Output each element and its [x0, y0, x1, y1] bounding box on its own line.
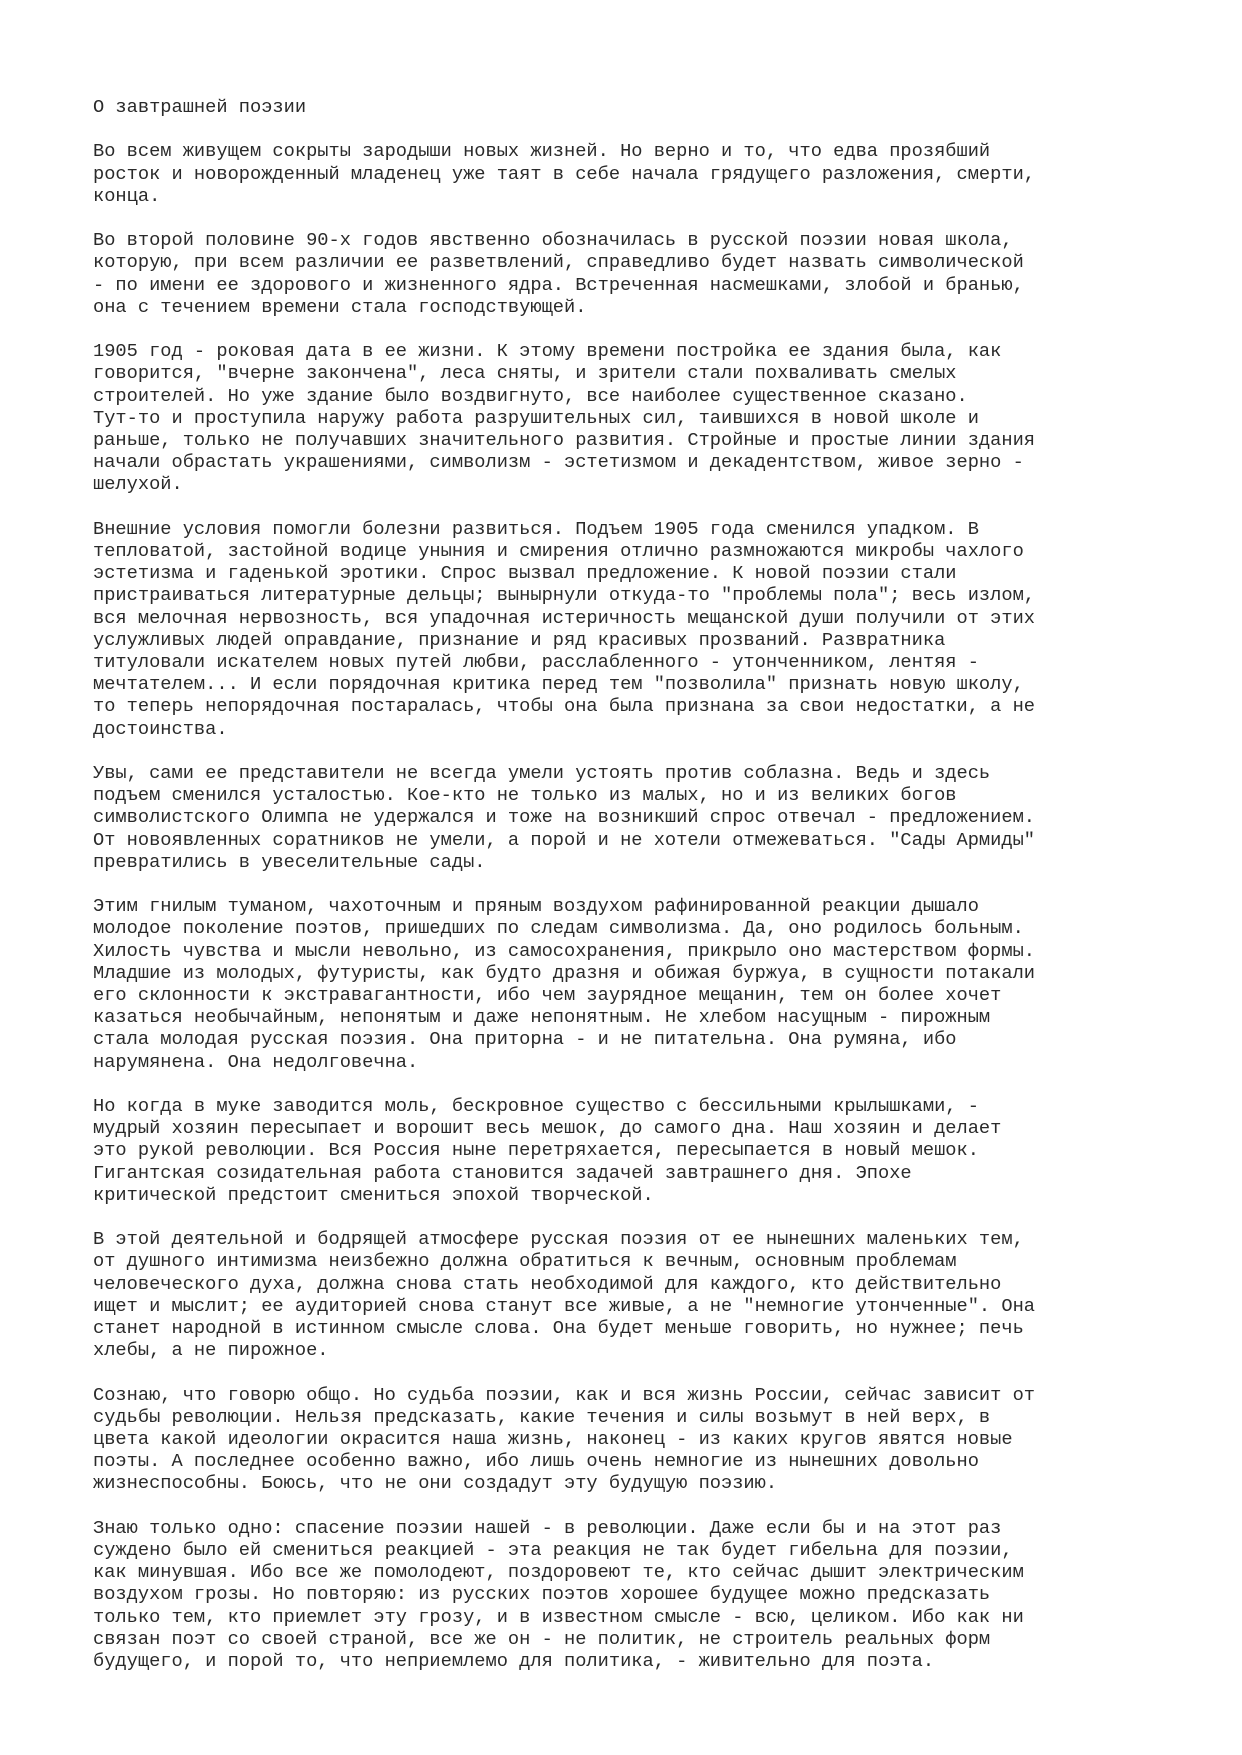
text-line: титуловали искателем новых путей любви, расслабленного - утонченником, лентяя -: [93, 651, 979, 674]
text-line: суждено было ей смениться реакцией - эта реакция не так будет гибельна для поэзии,: [93, 1539, 1013, 1562]
text-line: Этим гнилым туманом, чахоточным и пряным воздухом рафинированной реакции дышало: [93, 895, 979, 918]
text-line: от душного интимизма неизбежно должна обратиться к вечным, основным проблемам: [93, 1250, 957, 1273]
text-line: судьбы революции. Нельзя предсказать, какие течения и силы возьмут в ней верх, в: [93, 1405, 991, 1428]
text-line: говорится, "вчерне закончена", леса сняты, и зрители стали похваливать смелых: [93, 362, 957, 385]
text-line: его склонности к экстравагантности, ибо чем заурядное мещанин, тем он более хочет: [93, 984, 1002, 1007]
text-line: казаться необычайным, непонятым и даже непонятным. Не хлебом насущным - пирожным: [93, 1006, 991, 1029]
text-line: превратились в увеселительные сады.: [93, 850, 486, 873]
text-line: тепловатой, застойной водице уныния и смирения отлично размножаются микробы чахлого: [93, 540, 1024, 562]
text-line: Во второй половине 90-х годов явственно обозначилась в русской поэзии новая школа,: [93, 229, 1013, 252]
text-line: человеческого духа, должна снова стать необходимой для каждого, кто действительно: [93, 1272, 1002, 1295]
text-line: Сознаю, что говорю общо. Но судьба поэзии, как и вся жизнь России, сейчас зависит от: [93, 1383, 1036, 1406]
paragraph: [93, 1517, 1213, 1672]
text-line: - по имени ее здорового и жизненного ядра. Встреченная насмешками, злобой и бранью,: [93, 273, 1024, 296]
text-line: связан поэт со своей страной, все же он - не политик, не строитель реальных форм: [93, 1627, 991, 1650]
paragraph: [93, 340, 1213, 495]
paragraph: [93, 1228, 1213, 1361]
paragraph: [93, 229, 1213, 318]
paragraph: [93, 140, 1213, 207]
text-line: конца.: [93, 184, 161, 207]
document-body: [93, 140, 1213, 1672]
text-line: росток и новорожденный младенец уже таят в себе начала грядущего разложения, смерти,: [93, 162, 1036, 185]
text-line: Но когда в муке заводится моль, бескровное существо с бессильными крылышками, -: [93, 1095, 979, 1118]
text-line: Младшие из молодых, футуристы, как будто дразня и обижая буржуа, в сущности потакали: [93, 961, 1036, 984]
text-line: подъем сменился усталостью. Кое-кто не только из малых, но и из великих богов: [93, 784, 957, 807]
text-line: это рукой революции. Вся Россия ныне перетряхается, пересыпается в новый мешок.: [93, 1139, 979, 1162]
paragraph: [93, 895, 1213, 1073]
text-line: пристраиваться литературные дельцы; вынырнули откуда-то "проблемы пола"; весь излом,: [93, 584, 1036, 607]
document-title: О завтрашней поэзии: [93, 96, 307, 118]
text-line: поэты. А последнее особенно важно, ибо лишь очень немногие из нынешних довольно: [93, 1450, 979, 1473]
text-line: которую, при всем различии ее разветвлений, справедливо будет назвать символической: [93, 251, 1024, 274]
text-line: стала молодая русская поэзия. Она приторна - и не питательна. Она румяна, ибо: [93, 1028, 957, 1051]
text-line: будущего, и порой то, что неприемлемо для политика, - живительно для поэта.: [93, 1650, 935, 1673]
text-line: символистского Олимпа не удержался и тоже на возникший спрос отвечал - предложением.: [93, 806, 1036, 829]
text-line: нарумянена. Она недолговечна.: [93, 1050, 419, 1073]
text-line: мечтателем... И если порядочная критика перед тем "позволила" признать новую школу,: [93, 673, 1024, 696]
text-line: услужливых людей оправдание, признание и ряд красивых прозваний. Развратника: [93, 628, 946, 651]
text-line: воздухом грозы. Но повторяю: из русских поэтов хорошее будущее можно предсказать: [93, 1583, 991, 1606]
text-line: молодое поколение поэтов, пришедших по следам символизма. Да, оно родилось больным.: [93, 917, 1024, 940]
text-line: как минувшая. Ибо все же помолодеют, поздоровеют те, кто сейчас дышит электрическим: [93, 1561, 1024, 1584]
text-line: Тут-то и проступила наружу работа разрушительных сил, таившихся в новой школе и: [93, 406, 979, 429]
text-line: цвета какой идеологии окрасится наша жизнь, наконец - из каких кругов явятся новые: [93, 1428, 1013, 1451]
text-line: критической предстоит смениться эпохой творческой.: [93, 1183, 654, 1206]
text-line: станет народной в истинном смысле слова. Она будет меньше говорить, но нужнее; печь: [93, 1317, 1024, 1340]
text-line: От новоявленных соратников не умели, а порой и не хотели отмежеваться. "Сады Армиды": [93, 828, 1036, 851]
text-line: только тем, кто приемлет эту грозу, и в известном смысле - всю, целиком. Ибо как ни: [93, 1605, 1024, 1628]
text-line: шелухой.: [93, 473, 183, 496]
text-line: Знаю только одно: спасение поэзии нашей - в революции. Даже если бы и на этот раз: [93, 1516, 1002, 1539]
text-line: достоинства.: [93, 717, 228, 740]
text-line: раньше, только не получавших значительного развития. Стройные и простые линии здания: [93, 429, 1036, 451]
text-line: В этой деятельной и бодрящей атмосфере русская поэзия от ее нынешних маленьких тем,: [93, 1228, 1024, 1251]
text-line: Внешние условия помогли болезни развиться. Подъем 1905 года сменился упадком. В: [93, 517, 979, 540]
paragraph: [93, 762, 1213, 873]
text-line: она с течением времени стала господствующей.: [93, 295, 587, 318]
text-line: жизнеспособны. Боюсь, что не они создадут эту будущую поэзию.: [93, 1472, 778, 1495]
text-line: 1905 год - роковая дата в ее жизни. К этому времени постройка ее здания была, как: [93, 340, 1002, 363]
text-line: строителей. Но уже здание было воздвигнуто, все наиболее существенное сказано.: [93, 384, 968, 407]
text-line: эстетизма и гаденькой эротики. Спрос вызвал предложение. К новой поэзии стали: [93, 562, 957, 585]
paragraph: [93, 1095, 1213, 1206]
text-line: то теперь непорядочная постаралась, чтобы она была признана за свои недостатки, а не: [93, 695, 1036, 718]
text-line: ищет и мыслит; ее аудиторией снова станут все живые, а не "немногие утонченные". Она: [93, 1294, 1036, 1317]
document-page: [93, 96, 1213, 1694]
text-line: Хилость чувства и мысли невольно, из самосохранения, прикрыло оно мастерством формы.: [93, 939, 1036, 962]
paragraph: [93, 1384, 1213, 1495]
text-line: хлебы, а не пирожное.: [93, 1339, 329, 1362]
text-line: вся мелочная нервозность, вся упадочная истеричность мещанской души получили от этих: [93, 606, 1036, 629]
paragraph: [93, 518, 1213, 740]
text-line: Увы, сами ее представители не всегда умели устоять против соблазна. Ведь и здесь: [93, 762, 991, 785]
text-line: Во всем живущем сокрыты зародыши новых жизней. Но верно и то, что едва прозябший: [93, 140, 991, 163]
text-line: мудрый хозяин пересыпает и ворошит весь мешок, до самого дна. Наш хозяин и делает: [93, 1117, 1002, 1140]
text-line: начали обрастать украшениями, символизм - эстетизмом и декадентством, живое зерно -: [93, 451, 1024, 474]
text-line: Гигантская созидательная работа становится задачей завтрашнего дня. Эпохе: [93, 1161, 912, 1184]
